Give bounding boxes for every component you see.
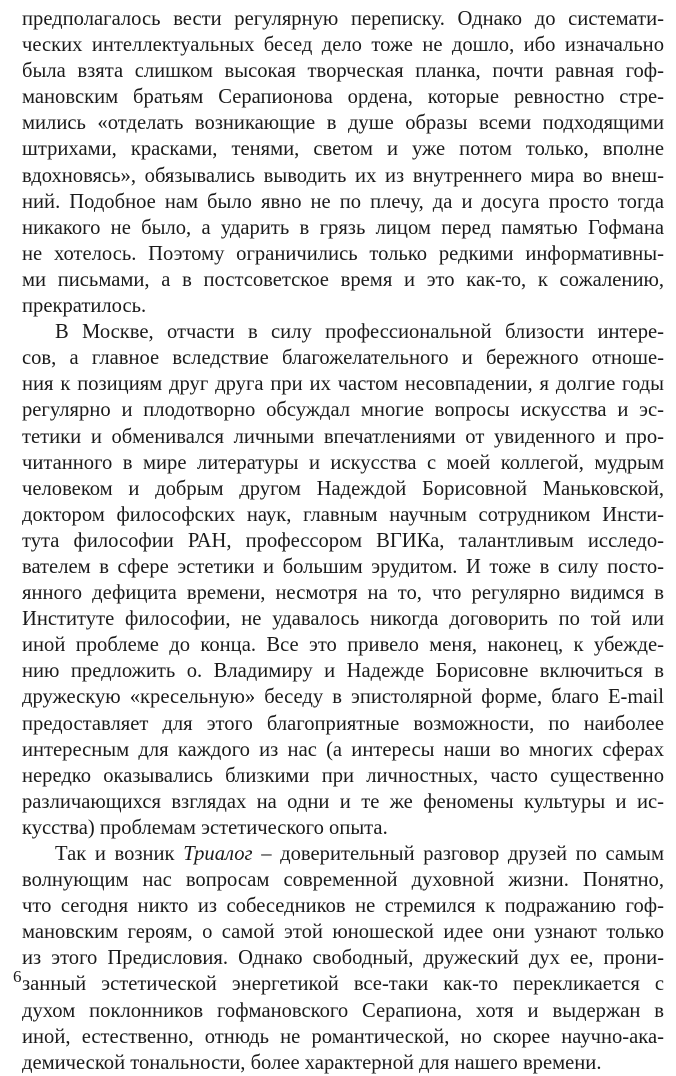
text-segment: вателем в сфере эстетики и большим эрудитом. И тоже в силу посто-: [22, 555, 664, 578]
text-segment: дружескую «кресельную» беседу в эпистолярной форме, благо E-mail: [22, 686, 664, 709]
text-segment: нередко оказывались близкими при личностных, часто существенно: [22, 764, 664, 787]
text-line: [22, 450, 664, 476]
text-line: [22, 189, 664, 215]
text-line: [22, 893, 664, 919]
text-line: [22, 163, 664, 189]
text-line: [22, 684, 664, 710]
text-segment: никакого не было, а ударить в грязь лицом перед памятью Гофмана: [22, 216, 664, 239]
text-segment: духом поклонников гофмановского Серапиона, хотя и выдержан в: [22, 999, 664, 1022]
text-line: [22, 424, 664, 450]
text-line: [22, 345, 664, 371]
text-line: [22, 763, 664, 789]
text-line: [22, 1050, 664, 1076]
text-line: [22, 737, 664, 763]
text-segment: доктором философских наук, главным научным сотрудником Инсти-: [22, 503, 664, 526]
text-line: [22, 867, 664, 893]
text-segment: иной, естественно, отнюдь не романтической, но скорее научно-ака-: [22, 1025, 664, 1048]
italic-term: Триалог: [183, 843, 253, 865]
text-line: [22, 397, 664, 423]
text-segment: ния к позициям друг друга при их частом несовпадении, я долгие годы: [22, 373, 664, 396]
text-segment: человеком и добрым другом Надеждой Борисовной Маньковской,: [22, 477, 664, 500]
text-segment: интересным для каждого из нас (а интересы наши во многих сферах: [22, 738, 664, 761]
text-segment: читанного в мире литературы и искусства с моей коллегой, мудрым: [22, 451, 664, 474]
text-segment: волнующим нас вопросам современной духовной жизни. Понятно,: [22, 869, 664, 892]
text-line: [22, 789, 664, 815]
text-segment: кусства) проблемам эстетического опыта.: [22, 816, 388, 839]
text-segment: занный эстетической энергетикой все-таки как-то перекликается с: [22, 973, 664, 996]
text-segment: мановским братьям Серапионова ордена, которые ревностно стре-: [22, 86, 664, 109]
text-segment: Институте философии, не удавалось никогда договорить по той или: [22, 608, 664, 631]
text-segment: тута философии РАН, профессором ВГИКа, талантливым исследо-: [22, 529, 664, 552]
text-line: [22, 58, 664, 84]
text-segment: сов, а главное вследствие благожелательного и бережного отноше-: [22, 347, 664, 370]
text-segment: различающихся взглядах на одни и те же феномены культуры и ис-: [22, 790, 664, 813]
text-segment: В Москве, отчасти в силу профессиональной близости интере-: [55, 321, 664, 344]
text-line: [22, 632, 664, 658]
text-segment: нию предложить о. Владимиру и Надежде Борисовне включиться в: [22, 660, 664, 683]
text-line: [22, 711, 664, 737]
text-segment: ческих интеллектуальных бесед дело тоже не дошло, ибо изначально: [22, 34, 664, 57]
text-line: [22, 971, 664, 997]
text-line: [22, 919, 664, 945]
text-segment: мановским героям, о самой этой юношеской идее они узнают только: [22, 921, 664, 944]
text-segment: предполагалось вести регулярную переписку. Однако до системати-: [22, 8, 664, 30]
text-line: [22, 241, 664, 267]
text-line: [22, 267, 664, 293]
text-line: [22, 32, 664, 58]
text-segment: была взята слишком высокая творческая планка, почти равная гоф-: [22, 60, 664, 83]
text-segment: демической тональности, более характерной для нашего времени.: [22, 1051, 602, 1074]
text-line: [22, 293, 664, 319]
text-line: [22, 319, 664, 345]
text-line: [22, 658, 664, 684]
text-line: [22, 502, 664, 528]
text-line: [22, 1024, 664, 1050]
text-segment: вдохновясь», обязывались выводить их из внутреннего мира во внеш-: [22, 164, 664, 187]
text-segment: янного дефицита времени, несмотря на то, что регулярно видимся в: [22, 582, 664, 605]
text-segment: регулярно и плодотворно обсуждал многие вопросы искусства и эс-: [22, 399, 664, 422]
text-line: [22, 554, 664, 580]
page-number: 6: [13, 967, 22, 986]
text-segment: мились «отделать возникающие в душе образы всеми подходящими: [22, 112, 664, 135]
body-text: [22, 6, 664, 1076]
text-line: [22, 815, 664, 841]
text-line: [22, 528, 664, 554]
text-segment: прекратилось.: [22, 295, 147, 318]
text-line: [22, 606, 664, 632]
text-segment: из этого Предисловия. Однако свободный, дружеский дух ее, прони-: [22, 947, 664, 970]
text-segment: штрихами, красками, тенями, светом и уже потом только, вполне: [22, 138, 664, 161]
text-segment: – доверительный разговор друзей по самым: [252, 843, 664, 865]
text-segment: тетики и обменивался личными впечатлениями от увиденного и про-: [22, 425, 664, 448]
text-line: [22, 580, 664, 606]
text-line: [22, 215, 664, 241]
text-segment: ний. Подобное нам было явно не по плечу, да и досуга просто тогда: [22, 190, 664, 213]
text-line: [22, 84, 664, 110]
text-line: [22, 6, 664, 32]
text-line: [22, 998, 664, 1024]
text-segment: иной проблеме до конца. Все это привело меня, наконец, к убежде-: [22, 634, 664, 657]
text-segment: Так и возник: [55, 843, 184, 865]
text-line: [22, 841, 664, 867]
text-line: [22, 110, 664, 136]
text-segment: предоставляет для этого благоприятные возможности, по наиболее: [22, 712, 664, 735]
text-segment: ми письмами, а в постсоветское время и это как-то, к сожалению,: [22, 268, 664, 291]
text-line: [22, 136, 664, 162]
text-segment: что сегодня никто из собеседников не стремился к подражанию гоф-: [22, 895, 664, 918]
text-line: [22, 371, 664, 397]
text-line: [22, 945, 664, 971]
text-segment: не хотелось. Поэтому ограничились только редкими информативны-: [22, 242, 664, 265]
text-line: [22, 476, 664, 502]
